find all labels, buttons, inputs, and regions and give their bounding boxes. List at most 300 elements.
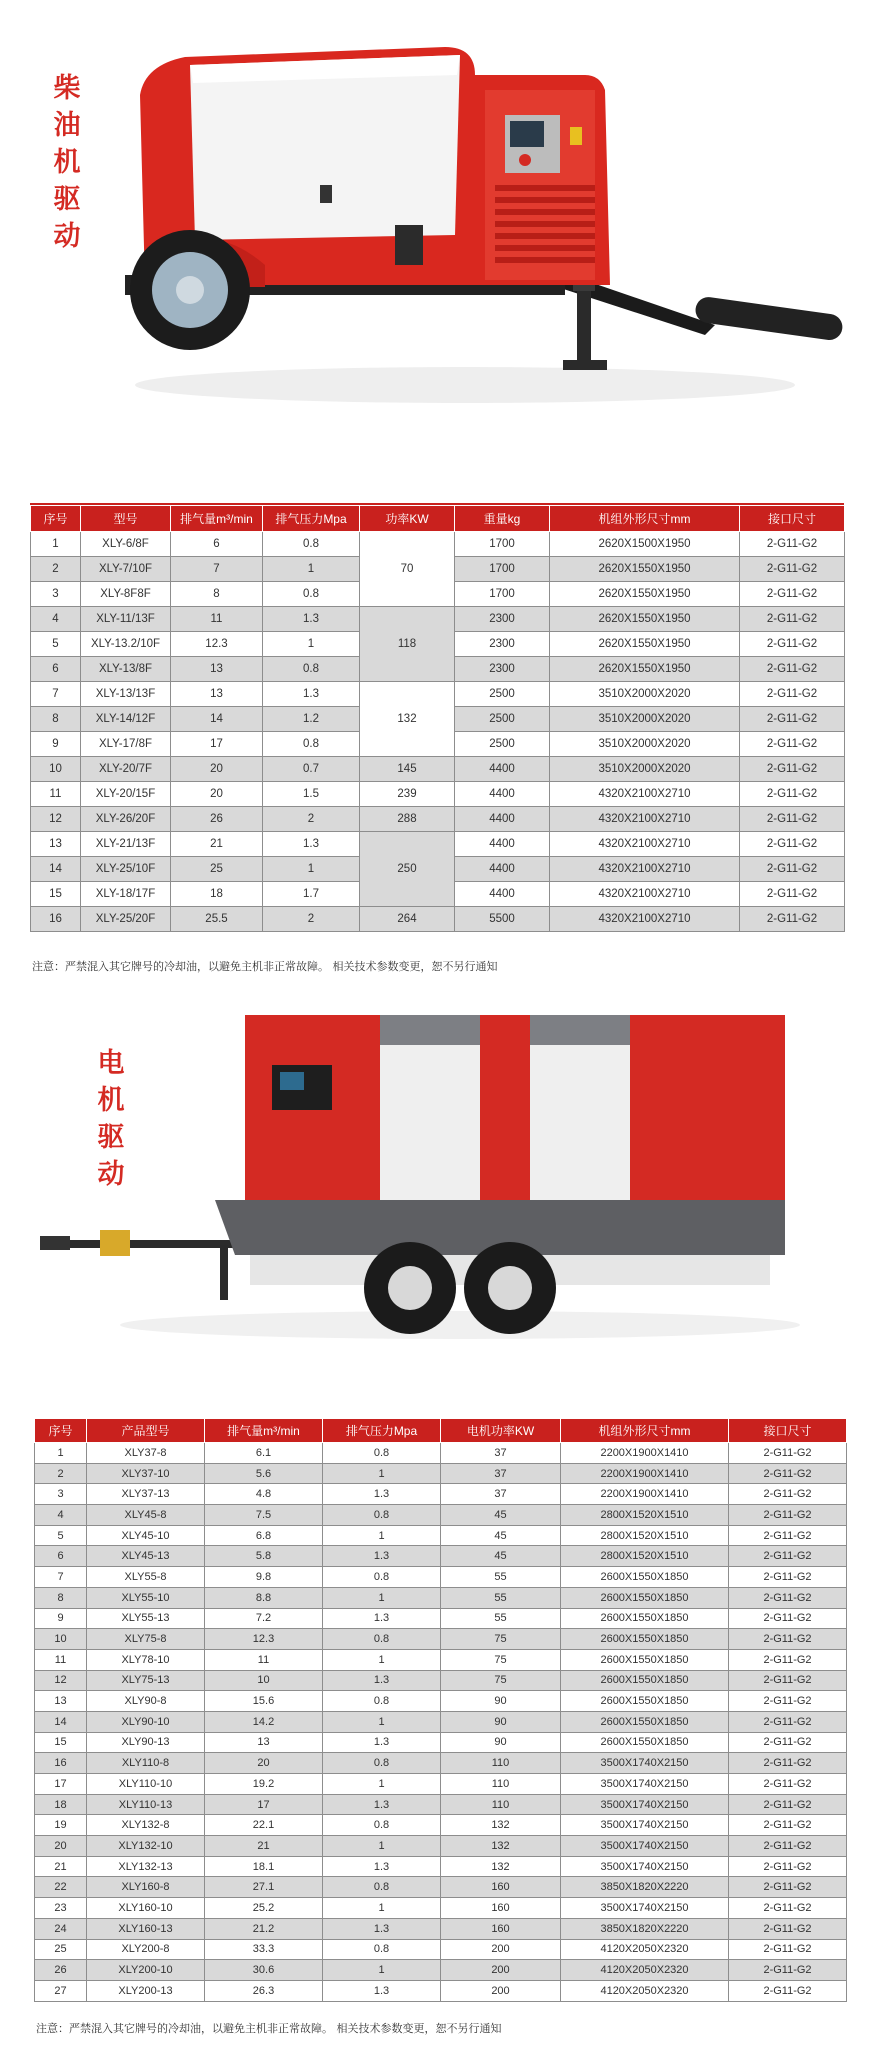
table-cell: 3500X1740X2150 [561, 1856, 729, 1877]
table-cell: 2-G11-G2 [729, 1918, 847, 1939]
table-cell: 4 [31, 607, 81, 632]
table-cell: 2-G11-G2 [729, 1608, 847, 1629]
table-cell: 0.8 [323, 1939, 441, 1960]
table-cell: 15.6 [205, 1691, 323, 1712]
table-cell: 2-G11-G2 [729, 1587, 847, 1608]
col-header: 排气量m³/min [171, 506, 263, 532]
table-row [31, 832, 845, 857]
table-cell: 22.1 [205, 1815, 323, 1836]
table-cell: 7 [31, 682, 81, 707]
table-cell: 11 [205, 1649, 323, 1670]
section2-label-char: 机 [97, 1085, 125, 1116]
table-cell: 160 [441, 1918, 561, 1939]
table-row [35, 1629, 847, 1650]
diesel-spec-table [30, 505, 845, 932]
table-cell: 160 [441, 1877, 561, 1898]
section1-label-char: 驱 [53, 184, 81, 215]
table-cell: XLY-8F8F [81, 582, 171, 607]
table-cell: XLY160-10 [87, 1898, 205, 1919]
table-cell: 3 [31, 582, 81, 607]
table-row [35, 1774, 847, 1795]
table-cell: 4120X2050X2320 [561, 1980, 729, 2001]
table-cell: 2500 [455, 682, 550, 707]
table-cell: 2-G11-G2 [740, 632, 845, 657]
table-cell: 14.2 [205, 1711, 323, 1732]
table-cell: 14 [171, 707, 263, 732]
table-cell: 132 [441, 1815, 561, 1836]
table-cell: 30.6 [205, 1960, 323, 1981]
table-cell: 10 [35, 1629, 87, 1650]
table-cell: 1 [323, 1587, 441, 1608]
table-cell: 19 [35, 1815, 87, 1836]
table-cell: XLY-25/20F [81, 907, 171, 932]
table-cell: 0.8 [323, 1567, 441, 1588]
table-cell: 2 [263, 807, 360, 832]
table-cell: 4 [35, 1505, 87, 1526]
table-cell: 2-G11-G2 [729, 1711, 847, 1732]
table-cell: 12 [31, 807, 81, 832]
table-cell: 200 [441, 1939, 561, 1960]
table-cell: 7 [171, 557, 263, 582]
table-cell: 3 [35, 1484, 87, 1505]
table-cell: 2-G11-G2 [729, 1691, 847, 1712]
section1-label-char: 机 [53, 147, 81, 178]
table-cell: 110 [441, 1774, 561, 1795]
table-cell: 1 [323, 1774, 441, 1795]
table-row [31, 782, 845, 807]
table-cell: 17 [35, 1774, 87, 1795]
table-cell: XLY132-13 [87, 1856, 205, 1877]
table-cell: 18 [171, 882, 263, 907]
table-cell: 1.3 [263, 682, 360, 707]
table-cell: 2800X1520X1510 [561, 1525, 729, 1546]
col-header: 重量kg [455, 506, 550, 532]
table-cell: 21 [205, 1836, 323, 1857]
table-cell: 0.8 [323, 1629, 441, 1650]
table-cell: 2-G11-G2 [729, 1525, 847, 1546]
table-cell: 3500X1740X2150 [561, 1815, 729, 1836]
table-row [35, 1505, 847, 1526]
table-cell: 1 [323, 1960, 441, 1981]
table-cell: 2-G11-G2 [729, 1980, 847, 2001]
table-cell: 10 [205, 1670, 323, 1691]
table-cell: 4320X2100X2710 [550, 832, 740, 857]
table-cell: 2620X1500X1950 [550, 532, 740, 557]
table-cell: 2-G11-G2 [729, 1670, 847, 1691]
table-cell: 4400 [455, 782, 550, 807]
table-cell: 1.3 [323, 1794, 441, 1815]
table2-note: 注意：严禁混入其它牌号的冷却油，以避免主机非正常故障。 相关技术参数变更，恕不另行通知 [36, 2022, 502, 2035]
table-cell: 2-G11-G2 [729, 1877, 847, 1898]
col-header: 机组外形尺寸mm [561, 1419, 729, 1443]
table-cell: 27 [35, 1980, 87, 2001]
table-cell: 21 [35, 1856, 87, 1877]
table-cell: XLY-21/13F [81, 832, 171, 857]
table-cell: XLY-20/15F [81, 782, 171, 807]
table-cell: 2-G11-G2 [729, 1629, 847, 1650]
table-cell: XLY37-10 [87, 1463, 205, 1484]
table-cell: 2-G11-G2 [729, 1567, 847, 1588]
table-cell-power: 70 [360, 532, 455, 607]
table-row [35, 1815, 847, 1836]
table-row [35, 1546, 847, 1567]
table-cell: 2-G11-G2 [729, 1774, 847, 1795]
table-cell: 1 [263, 632, 360, 657]
table-cell: 239 [360, 782, 455, 807]
table-cell: XLY90-8 [87, 1691, 205, 1712]
table-cell: 3500X1740X2150 [561, 1753, 729, 1774]
table-cell: 4320X2100X2710 [550, 807, 740, 832]
table-cell: 1.3 [263, 607, 360, 632]
table-cell: XLY55-13 [87, 1608, 205, 1629]
table-cell: 4120X2050X2320 [561, 1960, 729, 1981]
table-cell: 24 [35, 1918, 87, 1939]
table-cell: 90 [441, 1711, 561, 1732]
table-cell: 4.8 [205, 1484, 323, 1505]
table-cell: XLY200-13 [87, 1980, 205, 2001]
table-cell: 55 [441, 1587, 561, 1608]
table-cell: XLY-26/20F [81, 807, 171, 832]
table-cell: 2-G11-G2 [740, 832, 845, 857]
table-cell: 14 [35, 1711, 87, 1732]
table-cell: 2600X1550X1850 [561, 1649, 729, 1670]
table-cell: 2-G11-G2 [740, 682, 845, 707]
table-cell: 2-G11-G2 [729, 1836, 847, 1857]
table-row [35, 1732, 847, 1753]
table-cell: 2-G11-G2 [729, 1484, 847, 1505]
table-cell: 7 [35, 1567, 87, 1588]
table-cell: 17 [171, 732, 263, 757]
table-cell: 2-G11-G2 [740, 907, 845, 932]
table-cell: 0.8 [323, 1505, 441, 1526]
table-cell: 37 [441, 1443, 561, 1464]
table-cell: 2-G11-G2 [729, 1856, 847, 1877]
table-row [35, 1691, 847, 1712]
table-cell: 132 [441, 1836, 561, 1857]
table-cell: 2600X1550X1850 [561, 1587, 729, 1608]
table-cell: XLY45-8 [87, 1505, 205, 1526]
table-cell: XLY-13.2/10F [81, 632, 171, 657]
table-cell: XLY75-8 [87, 1629, 205, 1650]
table-cell: 2-G11-G2 [729, 1443, 847, 1464]
table-cell: 55 [441, 1608, 561, 1629]
table-header-row [31, 506, 845, 532]
col-header: 产品型号 [87, 1419, 205, 1443]
table-cell: 4400 [455, 832, 550, 857]
table-row [35, 1670, 847, 1691]
table-cell: 2-G11-G2 [740, 882, 845, 907]
table-cell: 145 [360, 757, 455, 782]
table-cell: 5 [31, 632, 81, 657]
table-cell: 4320X2100X2710 [550, 882, 740, 907]
table-cell: 2200X1900X1410 [561, 1463, 729, 1484]
table-cell: XLY110-8 [87, 1753, 205, 1774]
table-cell: 1 [263, 557, 360, 582]
table-cell: 2300 [455, 607, 550, 632]
table-cell: 2600X1550X1850 [561, 1670, 729, 1691]
table-cell: 5500 [455, 907, 550, 932]
table-cell: 4400 [455, 807, 550, 832]
table-cell: 0.7 [263, 757, 360, 782]
table-cell: 4400 [455, 757, 550, 782]
table-cell: XLY160-8 [87, 1877, 205, 1898]
table-row [35, 1980, 847, 2001]
table-cell: 1 [263, 857, 360, 882]
table-cell: 3500X1740X2150 [561, 1774, 729, 1795]
table-cell: 10 [31, 757, 81, 782]
table-cell: 2-G11-G2 [740, 807, 845, 832]
table-cell: 2-G11-G2 [729, 1898, 847, 1919]
table-row [35, 1443, 847, 1464]
table-cell: 17 [205, 1794, 323, 1815]
table-row [35, 1918, 847, 1939]
table-cell: 75 [441, 1670, 561, 1691]
table-cell: 2620X1550X1950 [550, 557, 740, 582]
col-header: 电机功率KW [441, 1419, 561, 1443]
table-row [35, 1794, 847, 1815]
section2-label-char: 电 [97, 1048, 125, 1079]
table-cell: 1 [323, 1649, 441, 1670]
table-cell: XLY78-10 [87, 1649, 205, 1670]
table-cell: 20 [171, 757, 263, 782]
table-cell: XLY55-8 [87, 1567, 205, 1588]
table-cell: 3850X1820X2220 [561, 1918, 729, 1939]
table-cell: 1700 [455, 532, 550, 557]
table-cell: 7.2 [205, 1608, 323, 1629]
table-row [31, 607, 845, 632]
table-cell: 23 [35, 1898, 87, 1919]
table-cell: 2620X1550X1950 [550, 632, 740, 657]
table-cell: 21 [171, 832, 263, 857]
table-cell: 1700 [455, 557, 550, 582]
table-cell: 200 [441, 1960, 561, 1981]
table-cell: 15 [35, 1732, 87, 1753]
table-cell: 2-G11-G2 [740, 582, 845, 607]
table-cell: 5 [35, 1525, 87, 1546]
table-cell: 4120X2050X2320 [561, 1939, 729, 1960]
table-cell: 0.8 [263, 582, 360, 607]
table-cell: 75 [441, 1629, 561, 1650]
table-cell: 1.3 [323, 1670, 441, 1691]
col-header: 排气压力Mpa [323, 1419, 441, 1443]
table-cell: 1.2 [263, 707, 360, 732]
table-cell: XLY-11/13F [81, 607, 171, 632]
table-cell: 2800X1520X1510 [561, 1505, 729, 1526]
table-cell: 264 [360, 907, 455, 932]
table-cell: 1 [323, 1836, 441, 1857]
table-cell: 2-G11-G2 [740, 657, 845, 682]
table-cell: 2200X1900X1410 [561, 1443, 729, 1464]
table-cell: 2620X1550X1950 [550, 657, 740, 682]
table-cell: 12 [35, 1670, 87, 1691]
table-cell: 2200X1900X1410 [561, 1484, 729, 1505]
table-cell: 13 [31, 832, 81, 857]
electric-compressor-image [40, 1010, 800, 1350]
table-row [35, 1463, 847, 1484]
table-cell: 1 [323, 1898, 441, 1919]
table-cell: 5.8 [205, 1546, 323, 1567]
table-cell: 14 [31, 857, 81, 882]
table-cell: 0.8 [263, 732, 360, 757]
table-cell: 4400 [455, 882, 550, 907]
table-cell: 1.3 [323, 1484, 441, 1505]
table-cell: 26.3 [205, 1980, 323, 2001]
table-cell: 20 [171, 782, 263, 807]
table-cell: 1.3 [323, 1608, 441, 1629]
col-header: 机组外形尺寸mm [550, 506, 740, 532]
table-cell: 4320X2100X2710 [550, 907, 740, 932]
table-row [35, 1753, 847, 1774]
col-header: 功率KW [360, 506, 455, 532]
table-cell: 20 [205, 1753, 323, 1774]
table-row [31, 757, 845, 782]
table-cell: 200 [441, 1980, 561, 2001]
table-cell: 3510X2000X2020 [550, 757, 740, 782]
table-cell: 2 [35, 1463, 87, 1484]
table-cell: 18.1 [205, 1856, 323, 1877]
section2-label-char: 驱 [97, 1122, 125, 1153]
table-cell: XLY-14/12F [81, 707, 171, 732]
table-cell: 2-G11-G2 [740, 732, 845, 757]
table-cell: 11 [31, 782, 81, 807]
col-header: 序号 [31, 506, 81, 532]
table-cell: 132 [441, 1856, 561, 1877]
table-cell: 1.3 [323, 1980, 441, 2001]
table-cell: 2-G11-G2 [729, 1753, 847, 1774]
col-header: 型号 [81, 506, 171, 532]
table-cell: 2-G11-G2 [740, 707, 845, 732]
table-cell: 3510X2000X2020 [550, 707, 740, 732]
table-cell: 1.3 [323, 1918, 441, 1939]
table-cell: 55 [441, 1567, 561, 1588]
table-cell: XLY90-10 [87, 1711, 205, 1732]
table-cell: 9 [31, 732, 81, 757]
table-cell: 1.3 [323, 1856, 441, 1877]
table-cell: 2-G11-G2 [740, 607, 845, 632]
table-row [35, 1587, 847, 1608]
table-cell: 8 [31, 707, 81, 732]
table-cell: 0.8 [323, 1753, 441, 1774]
table-cell: 1 [323, 1525, 441, 1546]
table-row [31, 907, 845, 932]
table-cell: XLY-20/7F [81, 757, 171, 782]
table-cell: 110 [441, 1794, 561, 1815]
table-row [35, 1711, 847, 1732]
table-cell: 0.8 [323, 1443, 441, 1464]
electric-spec-table [34, 1418, 847, 2002]
table-cell: 2-G11-G2 [740, 532, 845, 557]
table-cell: 7.5 [205, 1505, 323, 1526]
table-cell: 2-G11-G2 [729, 1732, 847, 1753]
table-cell: 15 [31, 882, 81, 907]
table-cell: XLY200-10 [87, 1960, 205, 1981]
table-cell: 2-G11-G2 [729, 1794, 847, 1815]
table-cell: 2300 [455, 632, 550, 657]
table-cell-power: 250 [360, 832, 455, 907]
table-cell: 2800X1520X1510 [561, 1546, 729, 1567]
table-cell: XLY110-13 [87, 1794, 205, 1815]
table-cell: 45 [441, 1525, 561, 1546]
table-cell: 2620X1550X1950 [550, 582, 740, 607]
table-cell: 1700 [455, 582, 550, 607]
section1-label-char: 动 [53, 221, 81, 252]
table-cell: 19.2 [205, 1774, 323, 1795]
table-cell: 45 [441, 1505, 561, 1526]
section1-label-char: 柴 [53, 73, 81, 104]
table-cell: 3500X1740X2150 [561, 1898, 729, 1919]
table-cell: 45 [441, 1546, 561, 1567]
table-cell: 8 [171, 582, 263, 607]
table-cell: 9 [35, 1608, 87, 1629]
table-row [35, 1525, 847, 1546]
table-row [35, 1856, 847, 1877]
table-cell: 4320X2100X2710 [550, 857, 740, 882]
table-cell: 25 [35, 1939, 87, 1960]
table-cell: XLY90-13 [87, 1732, 205, 1753]
table-cell: XLY-25/10F [81, 857, 171, 882]
table-cell: 37 [441, 1463, 561, 1484]
table-cell: 18 [35, 1794, 87, 1815]
table-cell: XLY37-13 [87, 1484, 205, 1505]
table-cell: 25 [171, 857, 263, 882]
table-cell: 0.8 [323, 1877, 441, 1898]
table-row [35, 1608, 847, 1629]
table-cell: 13 [171, 657, 263, 682]
table-cell: 2500 [455, 732, 550, 757]
table-cell: 2-G11-G2 [729, 1960, 847, 1981]
table-cell-power: 118 [360, 607, 455, 682]
table-cell: XLY-13/8F [81, 657, 171, 682]
table-cell: 2600X1550X1850 [561, 1732, 729, 1753]
col-header: 排气量m³/min [205, 1419, 323, 1443]
table-row [35, 1960, 847, 1981]
section2-label-char: 动 [97, 1159, 125, 1190]
table-cell: 12.3 [205, 1629, 323, 1650]
table-cell: 21.2 [205, 1918, 323, 1939]
table-cell: 0.8 [263, 657, 360, 682]
table-cell: 90 [441, 1691, 561, 1712]
table-cell: 2500 [455, 707, 550, 732]
table-row [35, 1567, 847, 1588]
table-cell: 2-G11-G2 [740, 857, 845, 882]
table-cell: 4320X2100X2710 [550, 782, 740, 807]
table-cell: XLY37-8 [87, 1443, 205, 1464]
table-cell: 90 [441, 1732, 561, 1753]
table-row [35, 1898, 847, 1919]
table-cell: XLY132-8 [87, 1815, 205, 1836]
table-cell: 3500X1740X2150 [561, 1836, 729, 1857]
table-cell: 2600X1550X1850 [561, 1629, 729, 1650]
table-cell: 2-G11-G2 [729, 1546, 847, 1567]
table-cell: 1.3 [323, 1546, 441, 1567]
table-cell: 1.3 [323, 1732, 441, 1753]
table-cell: XLY-13/13F [81, 682, 171, 707]
table-cell: 22 [35, 1877, 87, 1898]
table-row [35, 1649, 847, 1670]
table-cell: 2620X1550X1950 [550, 607, 740, 632]
table-cell: 20 [35, 1836, 87, 1857]
table-cell: XLY132-10 [87, 1836, 205, 1857]
table-cell: 1 [323, 1463, 441, 1484]
table-cell: 2-G11-G2 [740, 557, 845, 582]
table-cell: XLY45-10 [87, 1525, 205, 1546]
table-cell: 13 [205, 1732, 323, 1753]
table-row [35, 1939, 847, 1960]
table-row [31, 807, 845, 832]
table-cell: 2-G11-G2 [740, 757, 845, 782]
table-cell: 6 [31, 657, 81, 682]
table-cell: 27.1 [205, 1877, 323, 1898]
